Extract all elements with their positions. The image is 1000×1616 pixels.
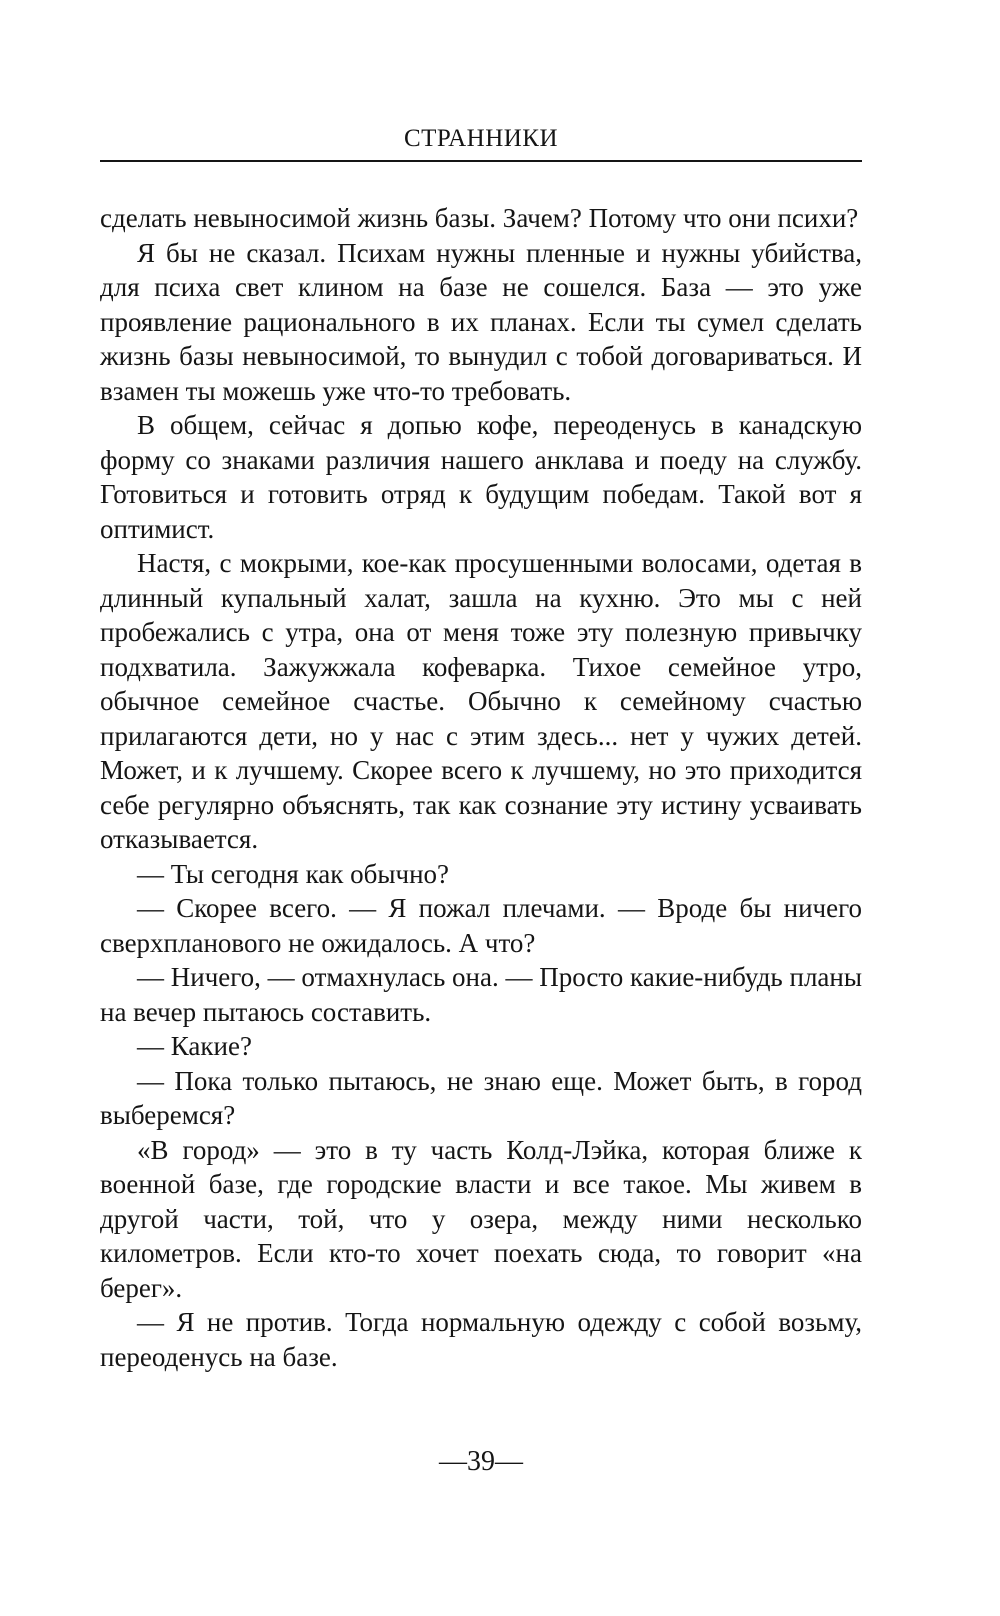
paragraph: В общем, сейчас я допью кофе, переоденусь в канадскую форму со знаками различия нашего анклава и поеду на службу. Готовиться и готовить отряд к будущим победам. Такой вот я оптимист. xyxy=(100,410,862,544)
dialogue-line: — Ты сегодня как обычно? xyxy=(137,858,450,889)
dialogue-line: — Я не против. Тогда нормальную одежду с собой возьму, переоденусь на базе. xyxy=(100,1307,862,1372)
dialogue-line: — Ничего, — отмахнулась она. — Просто какие-нибудь планы на вечер пытаюсь составить. xyxy=(100,962,862,1027)
dialogue-line: — Скорее всего. — Я пожал плечами. — Вроде бы ничего сверхпланового не ожидалось. А что? xyxy=(100,893,862,958)
paragraph-continued: сделать невыносимой жизнь базы. Зачем? Потому что они психи? xyxy=(100,203,859,233)
header-rule xyxy=(100,160,862,162)
paragraph: «В город» — это в ту часть Колд-Лэйка, которая ближе к военной базе, где городские власти и все такое. Мы живем в другой части, той, что у озера, между ними несколько километров. Если кто-то хочет поехать сюда, то говорит «на берег». xyxy=(100,1134,862,1303)
paragraph: Настя, с мокрыми, кое-как просушенными волосами, одетая в длинный купальный халат, зашла на кухню. Это мы с ней пробежались с утра, она от меня тоже эту полезную привычку подхватила. Зажужжала кофеварка. Тихое семейное утро, обычное семейное счастье. Обычно к семейному счастью прилагаются дети, но у нас с этим здесь... нет у чужих детей. Может, и к лучшему. Скорее всего к лучшему, но это приходится себе регулярно объяснять, так как сознание эту истину усваивать отказывается. xyxy=(100,548,862,854)
dialogue-line: — Пока только пытаюсь, не знаю еще. Может быть, в город выберемся? xyxy=(100,1065,862,1130)
running-head-title: СТРАННИКИ xyxy=(403,125,559,152)
dialogue-line: — Какие? xyxy=(137,1031,252,1061)
paragraph: Я бы не сказал. Психам нужны пленные и нужны убийства, для психа свет клином на базе не сошелся. База — это уже проявление рационального в их планах. Если ты сумел сделать жизнь базы невыносимой, то вынудил с тобой договариваться. И взамен ты можешь уже что-то требовать. xyxy=(100,237,862,406)
page-number: —39— xyxy=(439,1446,523,1477)
body-text xyxy=(100,201,862,1374)
